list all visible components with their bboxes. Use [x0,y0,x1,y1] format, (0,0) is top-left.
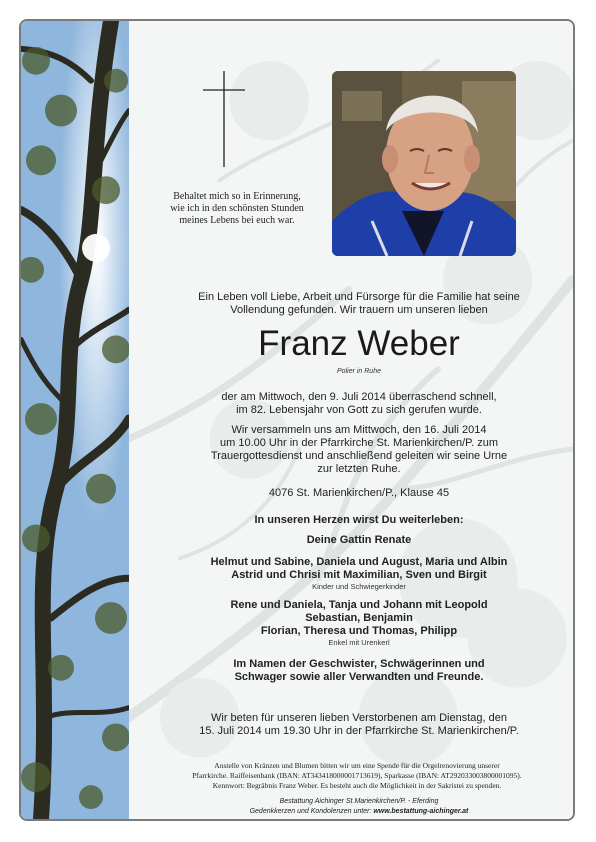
donation-line: Anstelle von Kränzen und Blumen bitten wir um eine Spende für die Orgelrenovierung unserer [214,761,500,770]
quote-line: Behaltet mich so in Erinnerung, [173,191,301,202]
donation-line: Kennwort: Begräbnis Franz Weber. Es besteht auch die Möglichkeit in der Sakristei zu spenden. [212,781,502,790]
children-caption: Kinder und Schwiegerkinder [312,582,406,591]
siblings-line: Schwager sowie aller Verwandten und Freunde. [234,671,484,683]
intro-line: Ein Leben voll Liebe, Arbeit und Fürsorge für die Familie hat seine [198,291,520,303]
condolence-prefix: Gedenkkerzen und Kondolenzen unter: [249,808,374,815]
children-list [161,556,557,582]
funeral-line: um 10.00 Uhr in der Pfarrkirche St. Marienkirchen/P. zum [220,437,498,449]
funeral-line: Trauergottesdienst und anschließend geleiten wir seine Urne [210,450,508,462]
funeral-line: zur letzten Ruhe. [317,463,401,475]
prayer-line: 15. Juli 2014 um 19.30 Uhr in der Pfarrkirche St. Marienkirchen/P. [199,725,519,737]
siblings-line: Im Namen der Geschwister, Schwägerinnen und [233,658,485,670]
deceased-title: Polier in Ruhe [337,368,381,375]
funeral-home-line: Bestattung Aichinger St.Marienkirchen/P. - Eferding [279,798,439,805]
grandchildren-line: Florian, Theresa und Thomas, Philipp [260,625,458,637]
intro-text [161,291,557,317]
death-notice-line: im 82. Lebensjahr von Gott zu sich gerufen wurde. [236,404,482,416]
siblings-text [161,658,557,684]
prayer-notice [161,712,557,738]
website-link[interactable]: www.bestattung-aichinger.at [373,808,469,815]
death-notice [161,391,557,417]
condolence-line [161,807,557,817]
donation-notice [147,761,567,791]
tree-sky-strip-image [21,21,129,819]
grandchildren-line: Sebastian, Benjamin [305,612,413,624]
footer [161,797,557,817]
prayer-line: Wir beten für unseren lieben Verstorbenen am Dienstag, den [211,712,507,724]
address: 4076 St. Marienkirchen/P., Klause 45 [268,487,450,499]
funeral-line: Wir versammeln uns am Mittwoch, den 16. Juli 2014 [231,424,487,436]
memorial-quote [147,191,327,227]
death-notice-line: der am Mittwoch, den 9. Juli 2014 überraschend schnell, [221,391,497,403]
portrait-photo [332,71,516,256]
quote-line: wie ich in den schönsten Stunden [170,203,304,214]
quote-line: meines Lebens bei euch war. [179,215,295,226]
funeral-details [161,424,557,476]
grandchildren-list [161,599,557,638]
family-heading: In unseren Herzen wirst Du weiterleben: [254,514,464,526]
donation-line: Pfarrkirche. Raiffeisenbank (IBAN: AT343418000001713619), Sparkasse (IBAN: AT292033003800001095). [192,771,522,780]
spouse: Deine Gattin Renate [306,534,412,546]
intro-line: Vollendung gefunden. Wir trauern um unseren lieben [230,304,488,316]
cross-icon [203,71,245,167]
grandchildren-line: Rene und Daniela, Tanja und Johann mit Leopold [230,599,488,611]
grandchildren-caption: Enkel mit Urenkerl [328,638,390,647]
children-line: Astrid und Chrisi mit Maximilian, Sven und Birgit [231,569,487,581]
obituary-card [19,19,575,821]
children-line: Helmut und Sabine, Daniela und August, Maria und Albin [210,556,508,568]
deceased-name: Franz Weber [258,324,460,363]
